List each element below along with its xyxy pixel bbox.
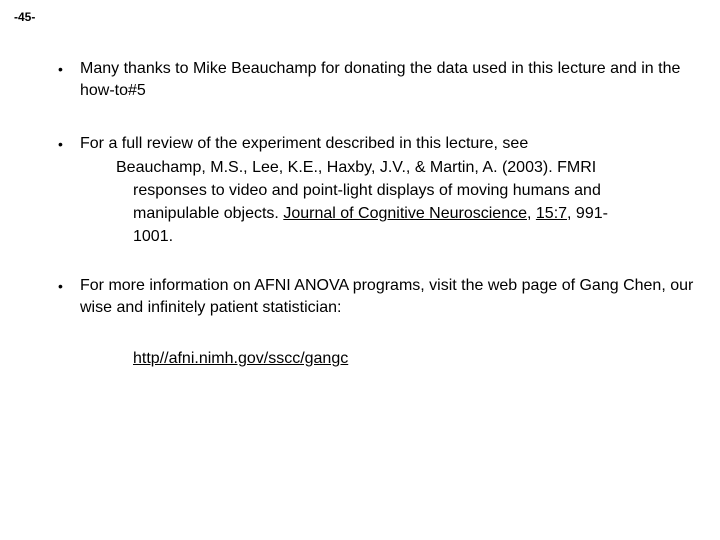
bullet-text: For more information on AFNI ANOVA programs, visit the web page of Gang Chen, our wise and infinitely patient statistician: xyxy=(80,277,694,316)
reference-line-4: 1001. xyxy=(133,228,174,245)
bullet-text: Many thanks to Mike Beauchamp for donating the data used in this lecture and in the how-to#5 xyxy=(80,60,681,99)
reference-line-3-prefix: manipulable objects. xyxy=(133,205,284,222)
journal-title: Journal of Cognitive Neuroscience xyxy=(283,205,527,222)
bullet-icon: • xyxy=(58,61,63,77)
bullet-icon: • xyxy=(58,278,63,294)
reference-line-3 xyxy=(133,203,608,225)
page-number: -45- xyxy=(14,10,36,24)
reference-line-2: responses to video and point-light displays of moving humans and xyxy=(133,182,601,199)
gang-chen-webpage-link[interactable]: http//afni.nimh.gov/sscc/gangc xyxy=(133,350,349,367)
reference-pages-start: , 991- xyxy=(567,205,608,222)
reference-separator: , xyxy=(527,205,536,222)
journal-volume: 15:7 xyxy=(535,205,568,222)
bullet-icon: • xyxy=(58,136,63,152)
bullet-intro-text: For a full review of the experiment described in this lecture, see xyxy=(80,135,529,152)
reference-line-1: Beauchamp, M.S., Lee, K.E., Haxby, J.V., & Martin, A. (2003). FMRI xyxy=(116,159,597,176)
